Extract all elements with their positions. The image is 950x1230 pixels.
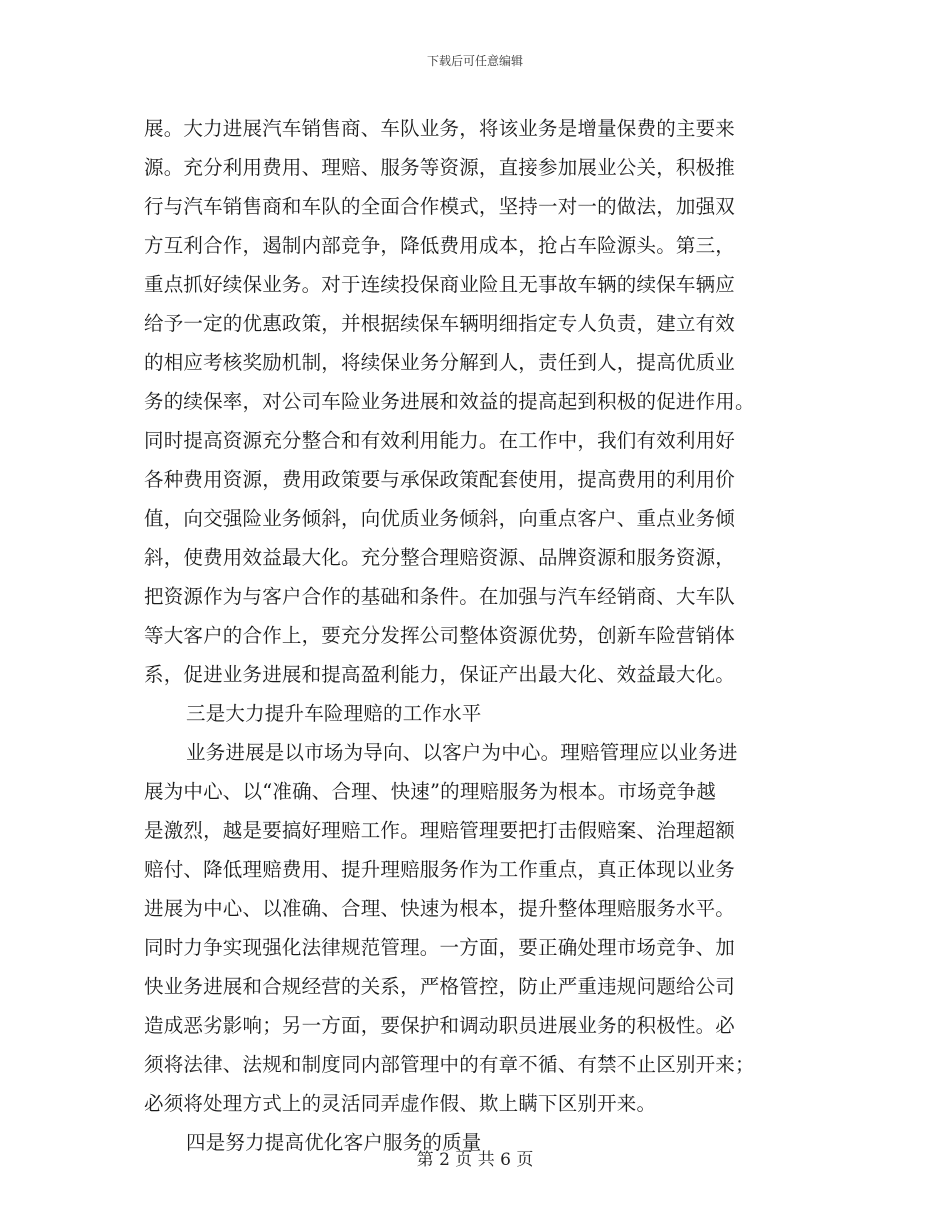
text-line: 各种费用资源，费用政策要与承保政策配套使用，提高费用的利用价: [144, 468, 736, 491]
text-line: 须将法律、法规和制度同内部管理中的有章不循、有禁不止区别开来；: [144, 1053, 755, 1076]
text-line: 快业务进展和合规经营的关系，严格管控，防止严重违规问题给公司: [144, 975, 736, 998]
text-line: 把资源作为与客户合作的基础和条件。在加强与汽车经销商、大车队: [144, 585, 736, 608]
text-line: 赔付、降低理赔费用、提升理赔服务作为工作重点，真正体现以业务: [144, 858, 736, 881]
text-line: 同时力争实现强化法律规范管理。一方面，要正确处理市场竞争、加: [144, 936, 736, 959]
section-heading: 四是努力提高优化客户服务的质量: [186, 1131, 482, 1154]
document-body: [144, 109, 816, 1162]
text-line: 造成恶劣影响；另一方面，要保护和调动职员进展业务的积极性。必: [144, 1014, 736, 1037]
text-line: 给予一定的优惠政策，并根据续保车辆明细指定专人负责，建立有效: [144, 312, 736, 335]
text-line: 重点抓好续保业务。对于连续投保商业险且无事故车辆的续保车辆应: [144, 273, 736, 296]
text-line: 展。大力进展汽车销售商、车队业务，将该业务是增量保费的主要来: [144, 117, 736, 140]
text-line: 源。充分利用费用、理赔、服务等资源，直接参加展业公关，积极推: [144, 156, 736, 179]
text-line: 值，向交强险业务倾斜，向优质业务倾斜，向重点客户、重点业务倾: [144, 507, 736, 530]
section-heading: 三是大力提升车险理赔的工作水平: [186, 702, 482, 725]
text-line: 行与汽车销售商和车队的全面合作模式，坚持一对一的做法，加强双: [144, 195, 736, 218]
text-line: 系，促进业务进展和提高盈利能力，保证产出最大化、效益最大化。: [144, 663, 736, 686]
page-number: 第 2 页 共 6 页: [416, 1150, 534, 1170]
paragraph-first-line: 业务进展是以市场为导向、以客户为中心。理赔管理应以业务进: [186, 741, 738, 764]
page-header-note: 下载后可任意编辑: [426, 54, 523, 68]
text-line: 进展为中心、以准确、合理、快速为根本，提升整体理赔服务水平。: [144, 897, 736, 920]
text-line: 展为中心、以“准确、合理、快速”的理赔服务为根本。市场竞争越: [144, 780, 716, 803]
text-line: 方互利合作，遏制内部竞争，降低费用成本，抢占车险源头。第三，: [144, 234, 736, 257]
text-line: 同时提高资源充分整合和有效利用能力。在工作中，我们有效利用好: [144, 429, 736, 452]
text-line: 的相应考核奖励机制，将续保业务分解到人，责任到人，提高优质业: [144, 351, 736, 374]
text-line: 斜，使费用效益最大化。充分整合理赔资源、品牌资源和服务资源，: [144, 546, 736, 569]
text-line: 必须将处理方式上的灵活同弄虚作假、欺上瞒下区别开来。: [144, 1092, 657, 1115]
text-line: 务的续保率，对公司车险业务进展和效益的提高起到积极的促进作用。: [144, 390, 755, 413]
text-line: 是激烈，越是要搞好理赔工作。理赔管理要把打击假赔案、治理超额: [144, 819, 736, 842]
text-line: 等大客户的合作上，要充分发挥公司整体资源优势，创新车险营销体: [144, 624, 736, 647]
